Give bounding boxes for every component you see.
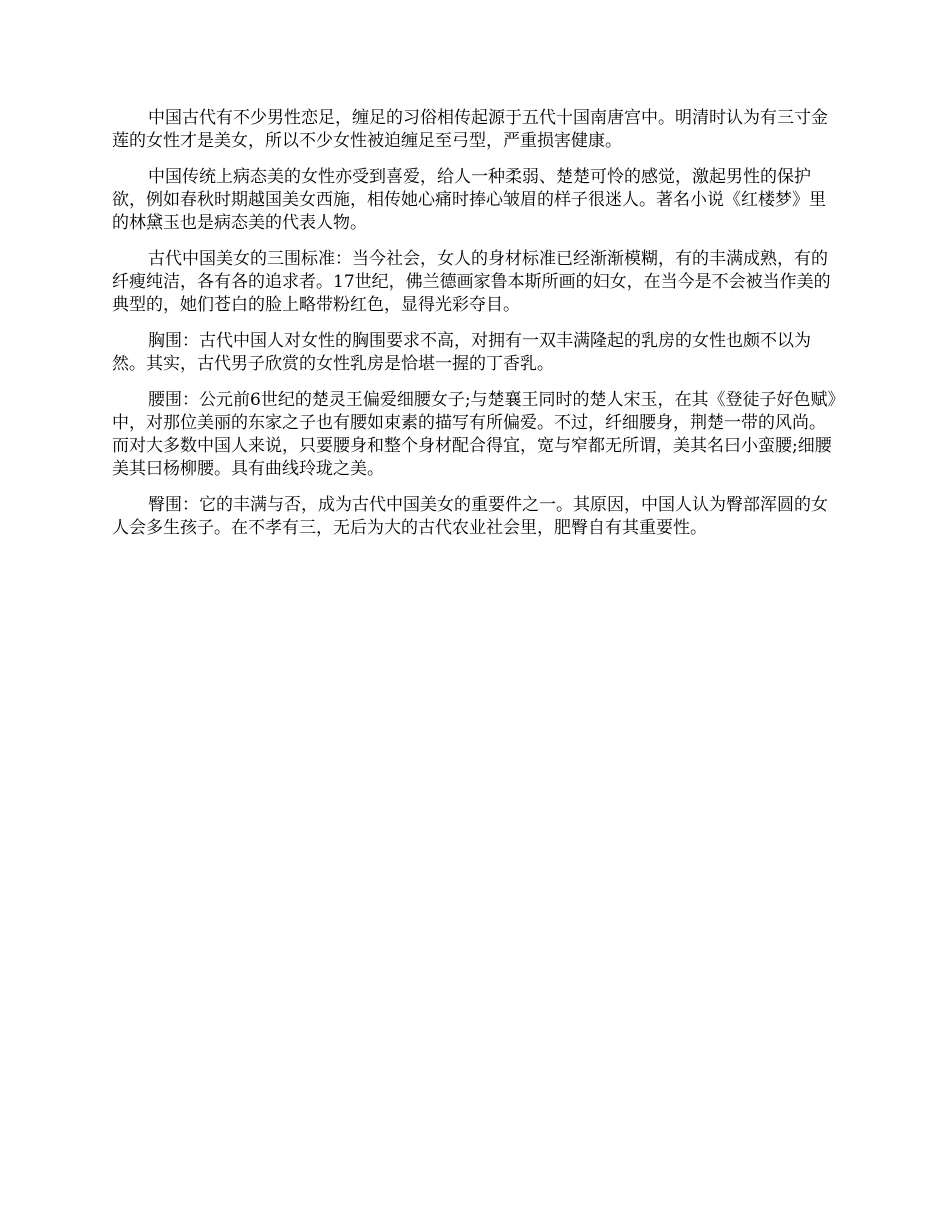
paragraph-foot-binding: 中国古代有不少男性恋足，缠足的习俗相传起源于五代十国南唐宫中。明清时认为有三寸金莲的女性才是美女，所以不少女性被迫缠足至弓型，严重损害健康。 [112, 108, 828, 151]
paragraph-bust: 胸围：古代中国人对女性的胸围要求不高，对拥有一双丰满隆起的乳房的女性也颇不以为然。其实，古代男子欣赏的女性乳房是恰堪一握的丁香乳。 [112, 331, 811, 374]
paragraph-hips: 臀围：它的丰满与否，成为古代中国美女的重要件之一。其原因，中国人认为臀部浑圆的女人会多生孩子。在不孝有三，无后为大的古代农业社会里，肥臀自有其重要性。 [112, 495, 828, 538]
document-page [112, 107, 840, 553]
paragraph-measurements-intro: 古代中国美女的三围标准：当今社会，女人的身材标准已经渐渐模糊，有的丰满成熟，有的纤瘦纯洁，各有各的追求者。17世纪，佛兰德画家鲁本斯所画的妇女，在当今是不会被当作美的典型的，她们苍白的脸上略带粉红色，显得光彩夺目。 [112, 249, 831, 315]
paragraph-sickly-beauty: 中国传统上病态美的女性亦受到喜爱，给人一种柔弱、楚楚可怜的感觉，激起男性的保护欲，例如春秋时期越国美女西施，相传她心痛时捧心皱眉的样子很迷人。著名小说《红楼梦》里的林黛玉也是病态美的代表人物。 [112, 167, 826, 233]
paragraph-waist: 腰围：公元前6世纪的楚灵王偏爱细腰女子;与楚襄王同时的楚人宋玉，在其《登徒子好色赋》中，对那位美丽的东家之子也有腰如束素的描写有所偏爱。不过，纤细腰身，荆楚一带的风尚。而对大多数中国人来说，只要腰身和整个身材配合得宜，宽与窄都无所谓，美其名曰小蛮腰;细腰美其曰杨柳腰。具有曲线玲珑之美。 [112, 390, 837, 479]
